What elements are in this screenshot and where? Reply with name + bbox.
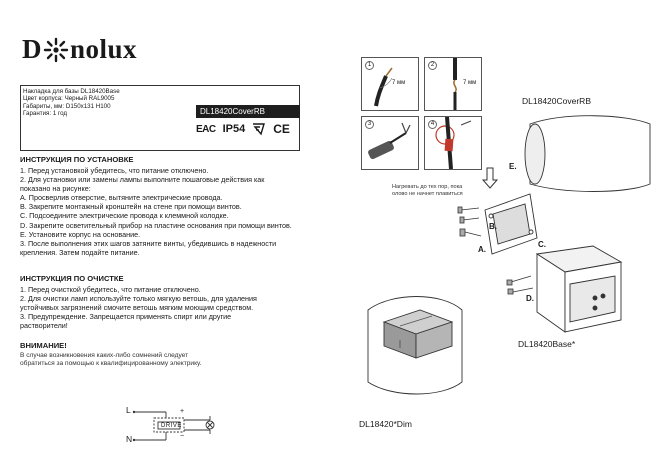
driver-label: DRIVE [161,423,182,429]
install-line: B. Закрепите монтажный кронштейн на стене при помощи винтов. [20,202,242,212]
cleaning-line: 1. Перед очисткой убедитесь, что питание отключено. [20,285,201,294]
heat-caption-line: Нагревать до тех пор, пока [392,184,463,190]
info-line: Цвет корпуса: Черный RAL9005 [23,95,115,103]
info-line: Накладка для базы DL18420Base [23,88,120,95]
logo-letter-d: D [22,34,42,64]
letter-d: D. [526,294,534,303]
f-mark-icon [252,122,266,136]
cover-label: DL18420CoverRB [522,96,591,106]
letter-b: B. [489,222,497,231]
install-line: 2. Для установки или замены лампы выполните пошаговые действия как [20,175,265,185]
step-number: 1 [365,61,374,70]
model-code-bar: DL18420CoverRB [196,105,300,118]
cleaning-line: устойчивых загрязнений смочите ветошь мягким моющим средством. [20,303,254,313]
wire-n-label: N [126,434,133,444]
install-line: E. Установите корпус на основание. [20,229,141,239]
heat-caption-line: олово не начнет плавиться [392,190,463,197]
plus-sign: + [180,408,185,415]
letter-e: E. [509,162,517,171]
cleaning-line: 3. Предупреждение. Запрещается применять спирт или другие [20,312,232,322]
info-line: Гарантия: 1 год [23,110,68,118]
logo-word: nolux [70,34,138,64]
cleaning-line: 2. Для очистки ламп используйте только мягкую ветошь, для удаления [20,294,257,304]
strip-length: 7 мм [463,80,477,86]
step-number: 3 [365,120,374,129]
install-line: D. Закрепите осветительный прибор на пластине основания при помощи винтов. [20,220,292,230]
ce-mark: CE [273,122,290,136]
product-info-lines [23,88,120,118]
install-line: показано на рисунке: [20,184,91,194]
ip-rating: IP54 [222,123,246,135]
dim-label: DL18420*Dim [359,419,412,429]
install-title: ИНСТРУКЦИЯ ПО УСТАНОВКЕ [20,155,134,164]
base-label: DL18420Base* [518,339,576,349]
install-line: C. Подсоедините электрические провода к клеммной колодке. [20,211,229,221]
attention-line: обратиться за помощью к квалифицированному электрику. [20,360,202,368]
dim-product-illustration [362,290,472,400]
install-line: крепления. Затем подайте питание. [20,247,140,257]
letter-c: C. [538,240,546,249]
install-line: 3. После выполнения этих шагов затяните винты, убедившись в надежности [20,238,277,248]
letter-a: A. [478,245,486,254]
cleaning-text [20,285,320,330]
cleaning-line: растворители! [20,321,68,331]
step-panel-3 [361,116,419,170]
assembly-diagram [455,112,655,352]
step-number: 2 [428,61,437,70]
install-line: 1. Перед установкой убедитесь, что питание отключено. [20,166,209,175]
strip-length: 7 мм [392,80,406,86]
eac-mark: EAC [196,123,216,135]
sunburst-logo-icon [43,37,69,63]
attention-line: В случае возникновения каких-либо сомнений следует [20,352,189,359]
certification-marks [196,122,290,136]
step-panel-2 [424,57,482,111]
attention-text [20,352,280,369]
wire-l-label: L [126,405,131,415]
cleaning-title: ИНСТРУКЦИЯ ПО ОЧИСТКЕ [20,274,124,283]
attention-title: ВНИМАНИЕ! [20,341,67,350]
step-number: 4 [428,120,437,129]
minus-sign: − [180,433,185,440]
brand-logo [22,34,137,65]
info-line: Габариты, мм: D150x131 H100 [23,102,111,110]
install-text [20,166,350,257]
install-line: A. Просверлив отверстие, вытяните электрические провода. [20,193,223,203]
step-panel-1 [361,57,419,111]
